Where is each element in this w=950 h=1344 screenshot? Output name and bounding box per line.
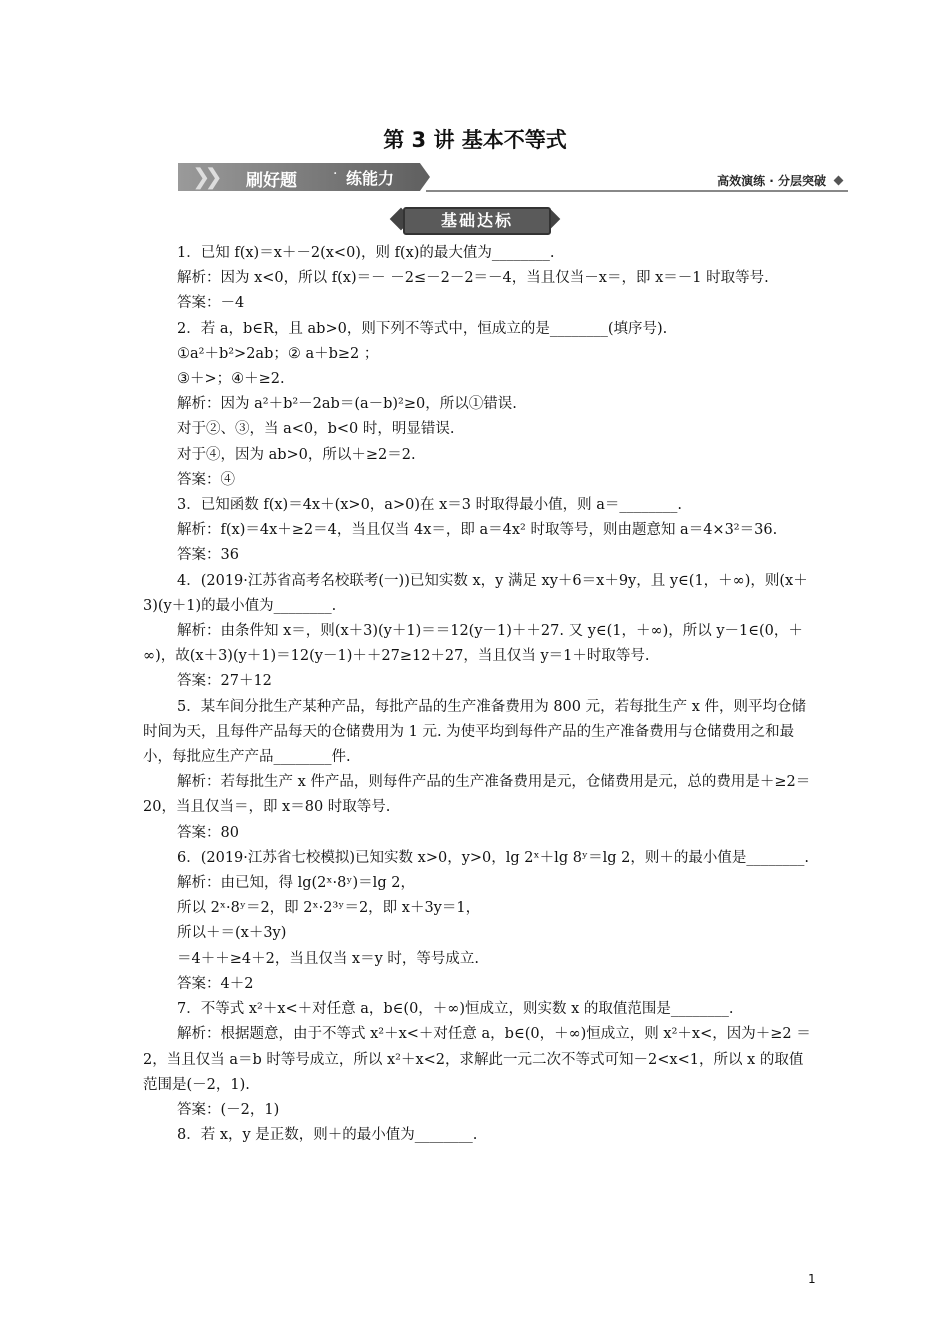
text-line: 解析：由条件知 x＝，则(x＋3)(y＋1)＝＝12(y－1)＋＋27. 又 y∈(1，＋∞)，所以 y－1∈(0，＋∞)，故(x＋3)(y＋1)＝12(y－1)＋＋27≥12＋27，当且仅当 y＝1＋时取等号. — [143, 623, 803, 665]
text-line: 答案：－4 — [177, 295, 245, 312]
text-line: 2．若 a，b∈R，且 ab>0，则下列不等式中，恒成立的是________(填序号). — [177, 320, 668, 337]
text-line: ①a²＋b²>2ab；② a＋b≥2 ； — [177, 345, 379, 362]
text-line: 对于②、③，当 a<0，b<0 时，明显错误. — [177, 421, 455, 438]
text-line: 答案：④ — [177, 471, 235, 488]
text-line: 解析：根据题意，由于不等式 x²＋x<＋对任意 a，b∈(0，＋∞)恒成立，则 x²＋x<，因为＋≥2 ＝2，当且仅当 a＝b 时等号成立，所以 x²＋x<2，求解此一元二次不等式可知－2<x<1，所以 x 的取值范围是(－2，1). — [143, 1026, 811, 1093]
section-heading-label: 基础达标 — [403, 207, 551, 235]
text-line: 答案：4＋2 — [177, 975, 254, 992]
text-line: 所以＋＝(x＋3y) — [177, 925, 287, 942]
text-line: 1．已知 f(x)＝x＋－2(x<0)，则 f(x)的最大值为________. — [177, 245, 555, 261]
text-line: ③＋>；④＋≥2. — [177, 371, 285, 388]
page-number: 1 — [808, 1272, 816, 1286]
text-line: 答案：80 — [177, 824, 239, 841]
text-line: 6．(2019·江苏省七校模拟)已知实数 x>0，y>0，lg 2ˣ＋lg 8ʸ＝lg 2，则＋的最小值是________. — [177, 849, 809, 866]
banner-right-label: 高效演练 · 分层突破 — [717, 174, 826, 188]
section-heading — [385, 207, 565, 233]
section-banner — [178, 163, 848, 193]
problem-content — [143, 241, 811, 1148]
page-title: 第 3 讲 基本不等式 — [383, 128, 567, 152]
text-line: 4．(2019·江苏省高考名校联考(一))已知实数 x，y 满足 xy＋6＝x＋9y，且 y∈(1，＋∞)，则(x＋3)(y＋1)的最小值为________. — [143, 572, 808, 614]
banner-left-label: 刷好题 — [246, 171, 297, 191]
text-line: 解析：若每批生产 x 件产品，则每件产品的生产准备费用是元，仓储费用是元，总的费用是＋≥2＝20，当且仅当＝，即 x＝80 时取等号. — [143, 774, 811, 816]
text-line: 所以 2ˣ·8ʸ＝2，即 2ˣ·2³ʸ＝2，即 x＋3y＝1， — [177, 900, 481, 917]
text-line: 答案：36 — [177, 547, 239, 564]
text-line: 7．不等式 x²＋x<＋对任意 a，b∈(0，＋∞)恒成立，则实数 x 的取值范围是________. — [177, 1001, 734, 1018]
text-line: 3．已知函数 f(x)＝4x＋(x>0，a>0)在 x＝3 时取得最小值，则 a＝________. — [177, 497, 682, 514]
chevron-right-icon: ❯❯ — [192, 165, 217, 190]
text-line: ＝4＋＋≥4＋2，当且仅当 x＝y 时，等号成立. — [177, 950, 480, 967]
banner-badge-label: 练能力 — [346, 169, 395, 188]
text-line: 解析：f(x)＝4x＋≥2＝4，当且仅当 4x＝，即 a＝4x² 时取等号，则由题意知 a＝4×3²＝36. — [177, 522, 778, 539]
text-line: 答案：(－2，1) — [177, 1101, 280, 1118]
banner-dot: · — [333, 166, 338, 182]
text-line: 8．若 x，y 是正数，则＋的最小值为________. — [177, 1127, 478, 1144]
banner-rule — [426, 190, 848, 192]
text-line: 对于④，因为 ab>0，所以＋≥2＝2. — [177, 446, 416, 463]
text-line: 解析：因为 a²＋b²－2ab＝(a－b)²≥0，所以①错误. — [177, 396, 517, 413]
text-line: 5．某车间分批生产某种产品，每批产品的生产准备费用为 800 元，若每批生产 x 件，则平均仓储时间为天，且每件产品每天的仓储费用为 1 元. 为使平均到每件产品的生产准备费用与仓储费用之和最小，每批应生产产品________件. — [143, 698, 807, 766]
diamond-icon — [834, 176, 844, 186]
text-line: 解析：由已知，得 lg(2ˣ·8ʸ)＝lg 2， — [177, 875, 415, 892]
text-line: 解析：因为 x<0，所以 f(x)＝－ －2≤－2－2＝－4，当且仅当－x＝，即 x＝－1 时取等号. — [177, 270, 769, 287]
text-line: 答案：27＋12 — [177, 673, 272, 690]
